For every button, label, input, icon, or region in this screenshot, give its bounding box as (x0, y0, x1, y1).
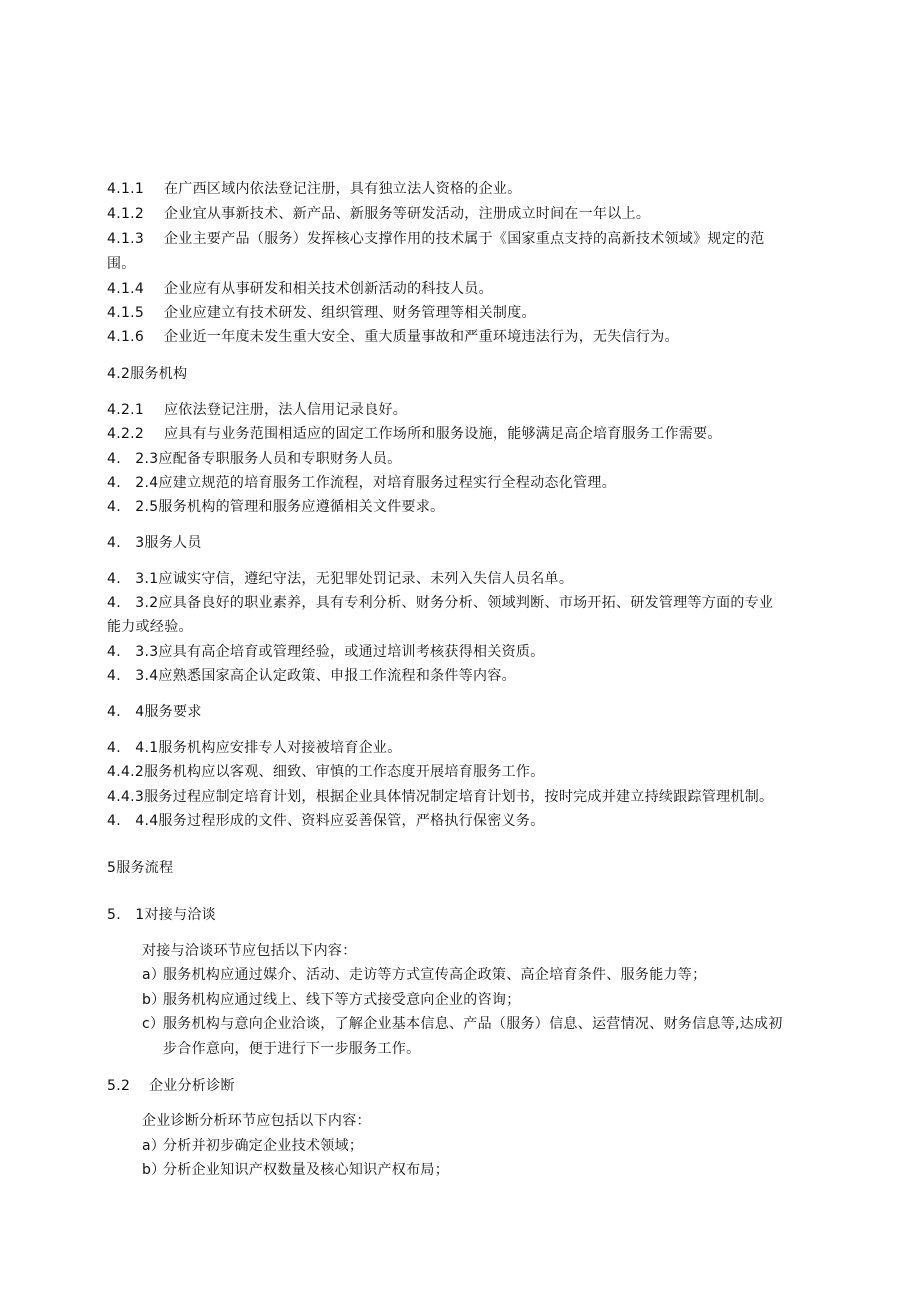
clause-number: 4.1.1 (107, 181, 145, 197)
clause-text: 4.4.3服务过程应制定培育计划，根据企业具体情况制定培育计划书，按时完成并建立持续跟踪管理机制。 (107, 789, 774, 805)
clause-text: 在广西区域内依法登记注册，具有独立法人资格的企业。 (164, 181, 522, 197)
chapter-heading-text: 5服务流程 (107, 860, 174, 876)
clause-4-1-6 (107, 328, 827, 346)
clause-text: 4. 3.2应具备良好的职业素养，具有专利分析、财务分析、领域判断、市场开拓、研发管理等方面的专业 (107, 595, 774, 611)
section-heading-5-1 (107, 906, 827, 924)
list-marker: b） (142, 1162, 166, 1178)
clause-text: 企业应有从事研发和相关技术创新活动的科技人员。 (164, 281, 493, 297)
clause-text: 应依法登记注册，法人信用记录良好。 (164, 402, 408, 418)
clause-number: 4.1.3 (107, 231, 145, 247)
clause-number: 4.1.6 (107, 329, 145, 345)
clause-4-1-5 (107, 304, 827, 322)
section-heading-text: 企业分析诊断 (149, 1078, 235, 1094)
section-heading-text: 5. 1对接与洽谈 (107, 907, 216, 923)
paragraph-5-2-intro (142, 1112, 832, 1130)
list-marker: b） (142, 992, 166, 1008)
clause-4-2-4 (107, 474, 827, 492)
clause-text: 企业应建立有技术研发、组织管理、财务管理等相关制度。 (164, 305, 536, 321)
clause-number: 4.2.2 (107, 426, 145, 442)
clause-4-4-1 (107, 739, 827, 757)
list-marker: a） (142, 967, 166, 983)
clause-text: 4. 3.4应熟悉国家高企认定政策、申报工作流程和条件等内容。 (107, 668, 516, 684)
clause-4-3-2-continuation (107, 618, 827, 636)
clause-4-2-1 (107, 401, 827, 419)
clause-4-4-4 (107, 812, 827, 830)
paragraph-text: 企业诊断分析环节应包括以下内容： (142, 1113, 371, 1129)
clause-text: 4.4.2服务机构应以客观、细致、审慎的工作态度开展培育服务工作。 (107, 764, 545, 780)
section-heading-5-2 (107, 1077, 827, 1095)
clause-4-3-1 (107, 570, 827, 588)
section-heading-4-4 (107, 703, 827, 721)
clause-text: 4. 3.3应具有高企培育或管理经验，或通过培训考核获得相关资质。 (107, 644, 545, 660)
clause-text: 4. 4.1服务机构应安排专人对接被培育企业。 (107, 740, 402, 756)
clause-4-3-3 (107, 643, 827, 661)
list-item-5-1-a (142, 966, 842, 984)
list-item-5-1-b (142, 991, 842, 1009)
clause-text-continuation: 能力或经验。 (107, 619, 193, 635)
clause-text: 4. 3.1应诚实守信，遵纪守法，无犯罪处罚记录、未列入失信人员名单。 (107, 571, 574, 587)
clause-4-2-2 (107, 425, 827, 443)
section-heading-text: 4. 4服务要求 (107, 704, 202, 720)
clause-4-2-5 (107, 498, 827, 516)
clause-4-4-3 (107, 788, 847, 806)
clause-text: 应具有与业务范围相适应的固定工作场所和服务设施，能够满足高企培育服务工作需要。 (164, 426, 722, 442)
list-marker: c） (142, 1016, 165, 1032)
clause-text: 4. 2.4应建立规范的培育服务工作流程，对培育服务过程实行全程动态化管理。 (107, 475, 617, 491)
clause-number: 4.1.4 (107, 281, 145, 297)
clause-text: 企业主要产品（服务）发挥核心支撑作用的技术属于《国家重点支持的高新技术领域》规定的范 (164, 231, 765, 247)
chapter-heading-5 (107, 859, 827, 877)
clause-4-4-2 (107, 763, 827, 781)
clause-4-1-1 (107, 180, 827, 198)
list-item-text-continuation: 步合作意向，便于进行下一步服务工作。 (163, 1041, 421, 1057)
list-item-text: 服务机构应通过媒介、活动、走访等方式宣传高企政策、高企培育条件、服务能力等； (163, 967, 707, 983)
list-item-5-2-a (142, 1137, 842, 1155)
clause-text-continuation: 围。 (107, 256, 136, 272)
list-item-text: 服务机构应通过线上、线下等方式接受意向企业的咨询； (163, 992, 521, 1008)
list-item-5-1-c-continuation (163, 1040, 843, 1058)
list-item-text: 分析企业知识产权数量及核心知识产权布局； (163, 1162, 449, 1178)
section-heading-4-2 (107, 365, 827, 383)
section-heading-text: 4.2服务机构 (107, 366, 188, 382)
clause-4-2-3 (107, 450, 827, 468)
clause-text: 4. 2.5服务机构的管理和服务应遵循相关文件要求。 (107, 499, 445, 515)
list-item-5-2-b (142, 1161, 842, 1179)
section-heading-text: 4. 3服务人员 (107, 535, 202, 551)
clause-4-1-3-continuation (107, 255, 827, 273)
clause-text: 企业近一年度未发生重大安全、重大质量事故和严重环境违法行为，无失信行为。 (164, 329, 679, 345)
clause-number: 4.1.2 (107, 206, 145, 222)
clause-number: 4.1.5 (107, 305, 145, 321)
list-item-5-1-c (142, 1015, 842, 1033)
paragraph-5-1-intro (142, 942, 832, 960)
clause-4-3-4 (107, 667, 827, 685)
clause-text: 企业宜从事新技术、新产品、新服务等研发活动，注册成立时间在一年以上。 (164, 206, 651, 222)
list-item-text: 服务机构与意向企业洽谈，了解企业基本信息、产品（服务）信息、运营情况、财务信息等,达成初 (163, 1016, 783, 1032)
clause-4-1-3 (107, 230, 827, 248)
clause-4-1-2 (107, 205, 827, 223)
clause-4-3-2 (107, 594, 827, 612)
clause-number: 4.2.1 (107, 402, 145, 418)
list-item-text: 分析并初步确定企业技术领域； (163, 1138, 364, 1154)
clause-text: 4. 2.3应配备专职服务人员和专职财务人员。 (107, 451, 402, 467)
clause-text: 4. 4.4服务过程形成的文件、资料应妥善保管，严格执行保密义务。 (107, 813, 545, 829)
section-number: 5.2 (107, 1078, 131, 1094)
clause-4-1-4 (107, 280, 827, 298)
list-marker: a） (142, 1138, 166, 1154)
section-heading-4-3 (107, 534, 827, 552)
paragraph-text: 对接与洽谈环节应包括以下内容： (142, 943, 357, 959)
